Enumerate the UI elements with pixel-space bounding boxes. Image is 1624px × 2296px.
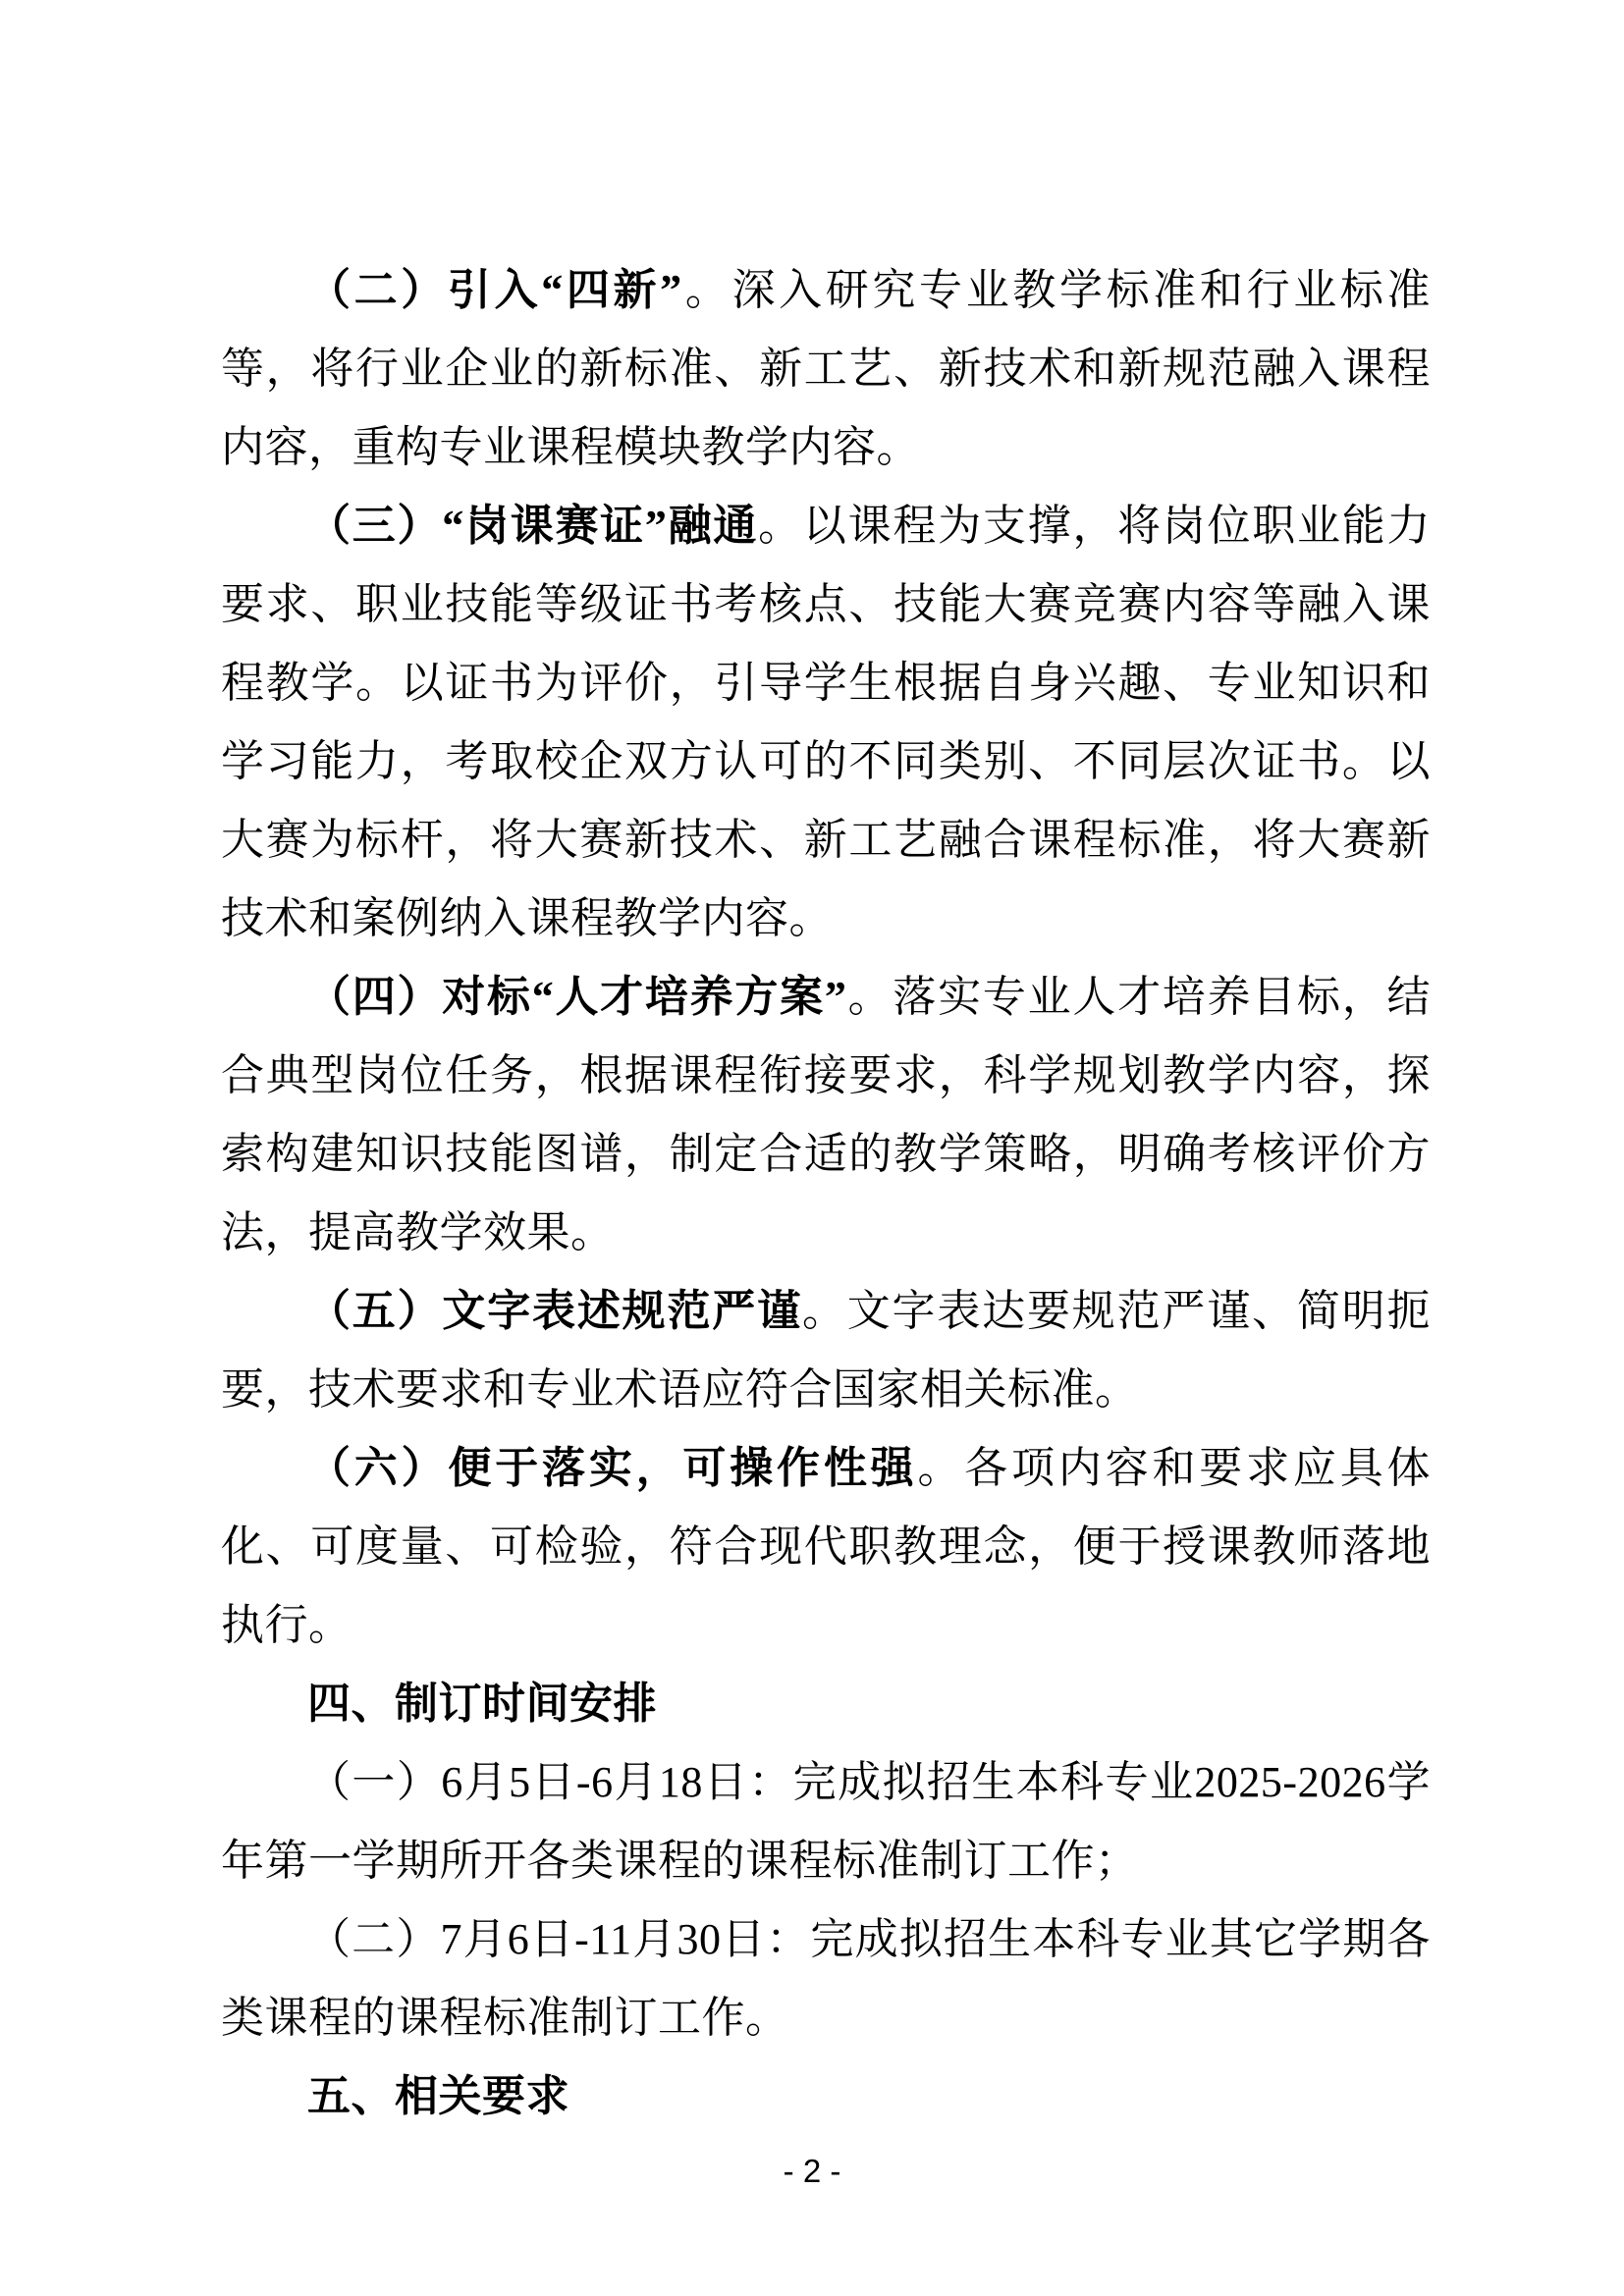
clause-lead-4: （四）对标“人才培养方案” — [307, 973, 847, 1021]
clause-lead-3: （三）“岗课赛证”融通 — [307, 502, 759, 550]
clause-body-4: 。落实专业人才培养目标，结合典型岗位任务，根据课程衔接要求，科学规划教学内容，探索构建知识技能图谱，制定合适的教学策略，明确考核评价方法，提高教学效果。 — [221, 973, 1432, 1256]
section-heading-time-schedule: 四、制订时间安排 — [307, 1680, 657, 1728]
section-heading-related-requirements: 五、相关要求 — [307, 2072, 569, 2120]
clause-paragraph-5 — [221, 1272, 1431, 1429]
clause-lead-2: （二）引入“四新” — [307, 266, 682, 314]
clause-paragraph-4 — [221, 958, 1431, 1272]
page-footer — [0, 2152, 1624, 2191]
clause-lead-5: （五）文字表述规范严谨 — [307, 1287, 802, 1335]
clause-paragraph-6 — [221, 1429, 1431, 1665]
clause-body-3: 。以课程为支撑，将岗位职业能力要求、职业技能等级证书考核点、技能大赛竞赛内容等融入课程教学。以证书为评价，引导学生根据自身兴趣、专业知识和学习能力，考取校企双方认可的不同类别、不同层次证书。以大赛为标杆，将大赛新技术、新工艺融合课程标准，将大赛新技术和案例纳入课程教学内容。 — [221, 502, 1431, 942]
clause-body-6: 。各项内容和要求应具体化、可度量、可检验，符合现代职教理念，便于授课教师落地执行。 — [221, 1444, 1432, 1649]
schedule-item-1: （一）6月5日-6月18日：完成拟招生本科专业2025-2026学年第一学期所开各类课程的课程标准制订工作； — [221, 1758, 1431, 1885]
schedule-item-2: （二）7月6日-11月30日：完成拟招生本科专业其它学期各类课程的课程标准制订工作。 — [221, 1915, 1431, 2042]
page-number: - 2 - — [783, 2153, 841, 2189]
clause-body-2: 。深入研究专业教学标准和行业标准等，将行业企业的新标准、新工艺、新技术和新规范融入课程内容，重构专业课程模块教学内容。 — [221, 266, 1432, 471]
clause-body-5: 。文字表达要规范严谨、简明扼要，技术要求和专业术语应符合国家相关标准。 — [221, 1287, 1431, 1414]
clause-paragraph-3 — [221, 487, 1431, 958]
document-body — [221, 251, 1431, 2136]
clause-paragraph-2 — [221, 251, 1431, 487]
clause-lead-6: （六）便于落实，可操作性强 — [307, 1444, 918, 1492]
